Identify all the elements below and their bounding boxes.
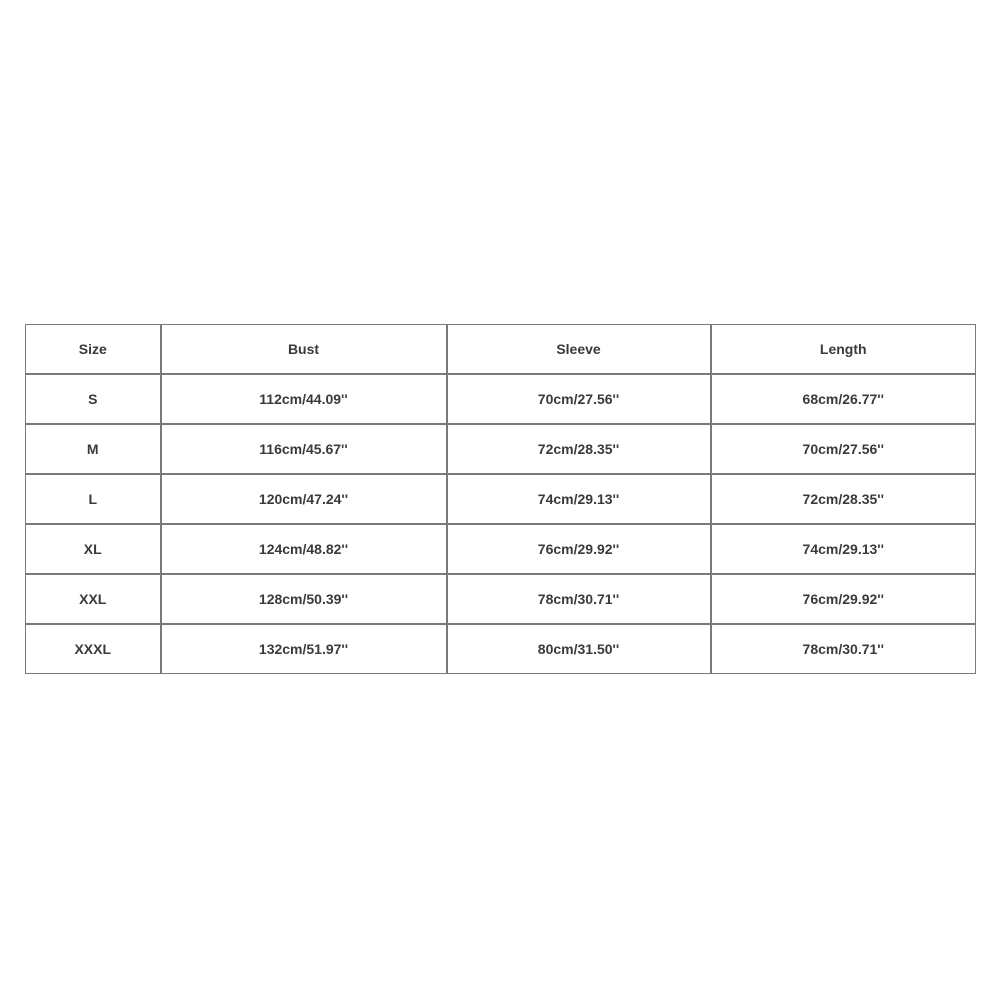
cell-size: XL bbox=[26, 524, 161, 574]
cell-length: 70cm/27.56'' bbox=[711, 424, 976, 474]
cell-size: XXL bbox=[26, 574, 161, 624]
header-bust: Bust bbox=[161, 325, 447, 375]
size-chart-table bbox=[25, 324, 976, 674]
table-row bbox=[26, 624, 976, 674]
header-length: Length bbox=[711, 325, 976, 375]
header-row bbox=[26, 325, 976, 375]
cell-length: 72cm/28.35'' bbox=[711, 474, 976, 524]
table-row bbox=[26, 374, 976, 424]
table-row bbox=[26, 424, 976, 474]
cell-bust: 116cm/45.67'' bbox=[161, 424, 447, 474]
cell-sleeve: 78cm/30.71'' bbox=[447, 574, 711, 624]
table-row bbox=[26, 524, 976, 574]
cell-length: 74cm/29.13'' bbox=[711, 524, 976, 574]
cell-length: 78cm/30.71'' bbox=[711, 624, 976, 674]
cell-size: L bbox=[26, 474, 161, 524]
cell-bust: 124cm/48.82'' bbox=[161, 524, 447, 574]
cell-size: S bbox=[26, 374, 161, 424]
cell-bust: 112cm/44.09'' bbox=[161, 374, 447, 424]
header-size: Size bbox=[26, 325, 161, 375]
cell-sleeve: 70cm/27.56'' bbox=[447, 374, 711, 424]
cell-bust: 120cm/47.24'' bbox=[161, 474, 447, 524]
cell-bust: 132cm/51.97'' bbox=[161, 624, 447, 674]
cell-sleeve: 74cm/29.13'' bbox=[447, 474, 711, 524]
cell-bust: 128cm/50.39'' bbox=[161, 574, 447, 624]
table-row bbox=[26, 474, 976, 524]
cell-length: 68cm/26.77'' bbox=[711, 374, 976, 424]
cell-length: 76cm/29.92'' bbox=[711, 574, 976, 624]
cell-size: M bbox=[26, 424, 161, 474]
cell-size: XXXL bbox=[26, 624, 161, 674]
cell-sleeve: 76cm/29.92'' bbox=[447, 524, 711, 574]
cell-sleeve: 80cm/31.50'' bbox=[447, 624, 711, 674]
header-sleeve: Sleeve bbox=[447, 325, 711, 375]
table-row bbox=[26, 574, 976, 624]
cell-sleeve: 72cm/28.35'' bbox=[447, 424, 711, 474]
